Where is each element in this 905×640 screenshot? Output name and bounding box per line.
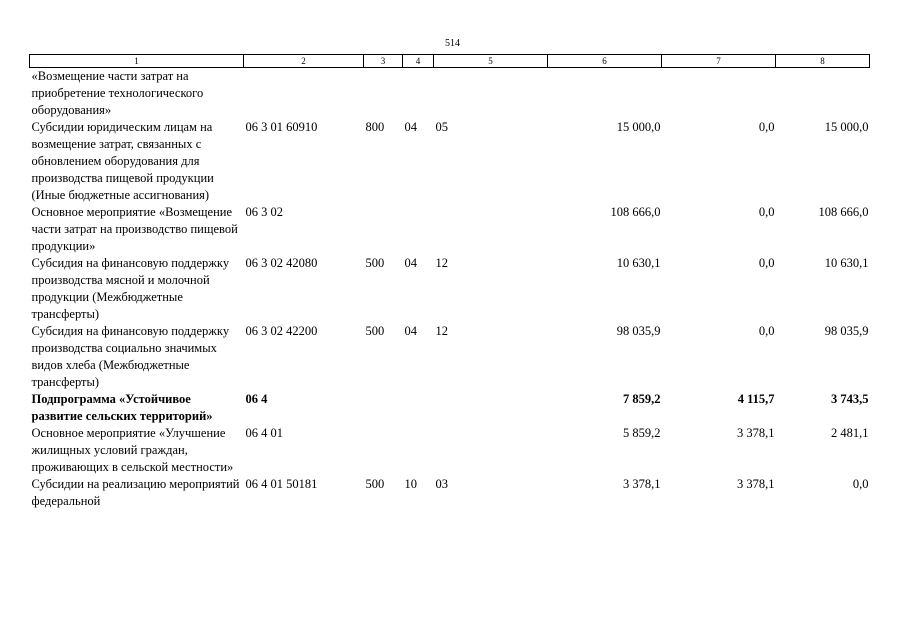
row-c7: 0,0 <box>758 120 775 134</box>
row-c8: 98 035,9 <box>824 324 869 338</box>
row-c3 <box>364 68 403 120</box>
row-code: 06 3 02 42200 <box>245 324 318 338</box>
table-row <box>30 119 870 204</box>
table-row <box>30 255 870 323</box>
header-col-7: 7 <box>662 55 776 68</box>
budget-table <box>29 54 870 510</box>
row-code <box>244 68 364 120</box>
row-c7: 3 378,1 <box>737 426 775 440</box>
row-c5: 03 <box>435 477 448 491</box>
row-c3 <box>364 204 403 255</box>
row-c4 <box>403 204 434 255</box>
table-row <box>30 204 870 255</box>
table-row <box>30 476 870 510</box>
row-c5 <box>434 68 548 120</box>
row-c5 <box>434 391 548 425</box>
row-c5: 05 <box>435 120 448 134</box>
row-name: Основное мероприятие «Возмещение части затрат на производство пищевой продукции» <box>31 205 238 253</box>
row-name: «Возмещение части затрат на приобретение технологического оборудования» <box>31 69 204 117</box>
row-c7: 3 378,1 <box>737 477 775 491</box>
row-c8: 15 000,0 <box>824 120 869 134</box>
row-name: Субсидии на реализацию мероприятий федеральной <box>31 477 240 508</box>
row-c6: 5 859,2 <box>623 426 661 440</box>
table-row <box>30 425 870 476</box>
row-c4 <box>403 68 434 120</box>
row-c6: 98 035,9 <box>616 324 661 338</box>
row-c3: 800 <box>365 120 385 134</box>
row-c7: 0,0 <box>758 256 775 270</box>
table-body <box>30 68 870 511</box>
table-row <box>30 323 870 391</box>
row-c5: 12 <box>435 324 448 338</box>
row-c4: 10 <box>404 477 417 491</box>
row-name: Основное мероприятие «Улучшение жилищных условий граждан, проживающих в сельской местности» <box>31 426 234 474</box>
row-c6: 10 630,1 <box>616 256 661 270</box>
row-code: 06 3 01 60910 <box>245 120 318 134</box>
row-name: Субсидии юридическим лицам на возмещение затрат, связанных с обновлением оборудования для производства пищевой продукции (Иные бюджетные ассигнования) <box>31 120 214 202</box>
page-number: 514 <box>445 38 460 49</box>
row-c6: 7 859,2 <box>623 392 661 406</box>
row-code: 06 3 02 <box>245 205 283 219</box>
header-col-2: 2 <box>244 55 364 68</box>
row-c6: 108 666,0 <box>610 205 661 219</box>
row-c6: 3 378,1 <box>623 477 661 491</box>
table-row <box>30 391 870 425</box>
row-c3 <box>364 391 403 425</box>
row-c4: 04 <box>404 256 417 270</box>
header-col-5: 5 <box>434 55 548 68</box>
row-c4 <box>403 391 434 425</box>
row-c6: 15 000,0 <box>616 120 661 134</box>
row-c3: 500 <box>365 324 385 338</box>
row-c7 <box>662 68 776 120</box>
header-col-3: 3 <box>364 55 403 68</box>
row-c6 <box>548 68 662 120</box>
row-c8: 108 666,0 <box>818 205 869 219</box>
row-c4 <box>403 425 434 476</box>
row-c5 <box>434 204 548 255</box>
row-c4: 04 <box>404 120 417 134</box>
header-col-6: 6 <box>548 55 662 68</box>
row-c7: 0,0 <box>758 324 775 338</box>
row-c3: 500 <box>365 256 385 270</box>
row-c7: 4 115,7 <box>737 392 775 406</box>
row-c5: 12 <box>435 256 448 270</box>
row-c5 <box>434 425 548 476</box>
row-code: 06 4 01 <box>245 426 283 440</box>
header-row <box>30 55 870 68</box>
table-row <box>30 68 870 120</box>
row-code: 06 4 <box>245 392 268 406</box>
row-code: 06 3 02 42080 <box>245 256 318 270</box>
header-col-4: 4 <box>403 55 434 68</box>
row-name: Субсидия на финансовую поддержку производства мясной и молочной продукции (Межбюджетные трансферты) <box>31 256 230 321</box>
header-col-1: 1 <box>30 55 244 68</box>
row-c4: 04 <box>404 324 417 338</box>
row-name: Субсидия на финансовую поддержку производства социально значимых видов хлеба (Межбюджетные трансферты) <box>31 324 230 389</box>
table-header <box>30 55 870 68</box>
row-code: 06 4 01 50181 <box>245 477 318 491</box>
row-c8 <box>776 68 870 120</box>
row-name: Подпрограмма «Устойчивое развитие сельских территорий» <box>31 392 213 423</box>
header-col-8: 8 <box>776 55 870 68</box>
row-c8: 10 630,1 <box>824 256 869 270</box>
row-c8: 2 481,1 <box>831 426 869 440</box>
row-c8: 3 743,5 <box>831 392 869 406</box>
row-c7: 0,0 <box>758 205 775 219</box>
row-c3: 500 <box>365 477 385 491</box>
row-c3 <box>364 425 403 476</box>
row-c8: 0,0 <box>852 477 869 491</box>
